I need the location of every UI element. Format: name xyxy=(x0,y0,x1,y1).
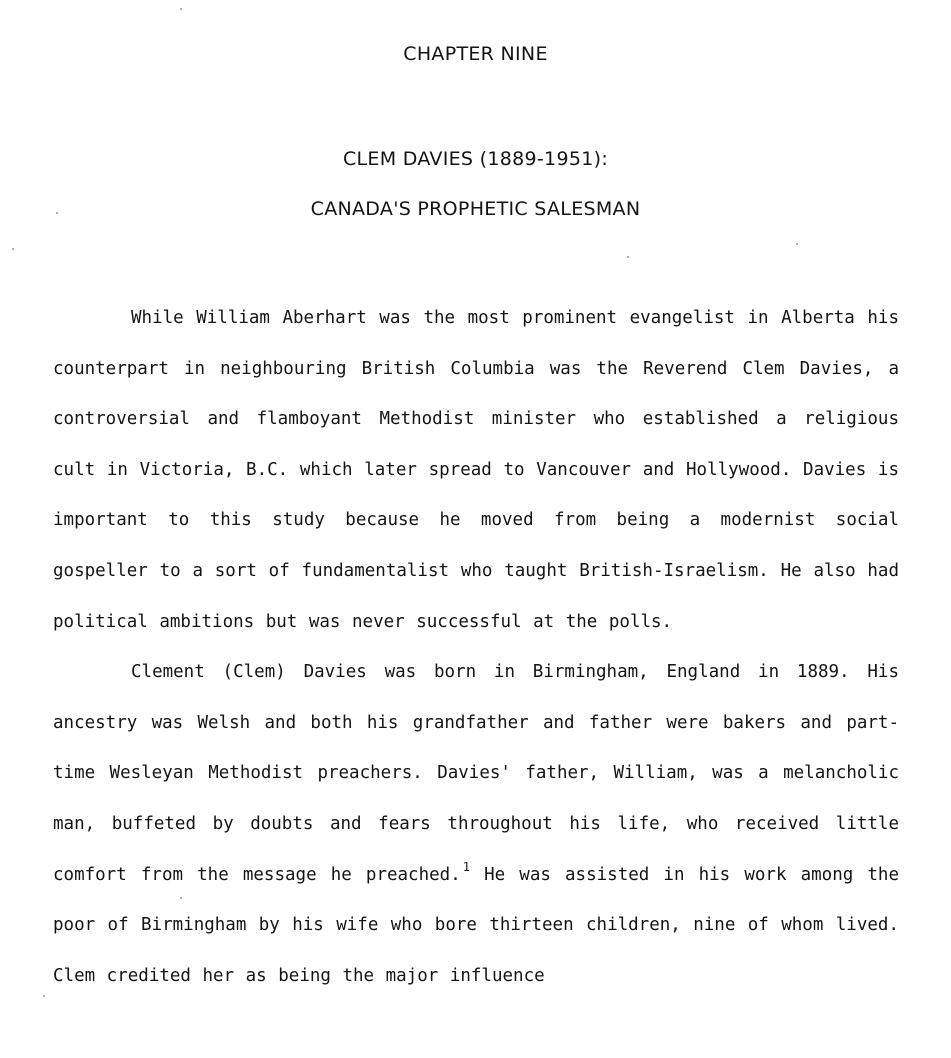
scan-speck xyxy=(43,995,45,997)
scan-speck xyxy=(180,897,182,899)
paragraph-2-text-b: He was assisted in his work among the poor of Birmingham by his wife who bore thirteen children, nine of whom lived. Clem credited her as being the major influence xyxy=(53,864,900,986)
chapter-title-line-2: CANADA'S PROPHETIC SALESMAN xyxy=(310,198,641,220)
scan-speck xyxy=(627,256,629,258)
paragraph-1: While William Aberhart was the most prominent evangelist in Alberta his counterpart in neighbouring British Columbia was the Reverend Clem Davies, a controversial and flamboyant Methodist minister who established a religious cult in Victoria, B.C. which later spread to Vancouver and Hollywood. Davies is important to this study because he moved from being a modernist social gospeller to a sort of fundamentalist who taught British-Israelism. He also had political ambitions but was never successful at the polls. xyxy=(53,308,899,632)
paragraph-2 xyxy=(53,647,899,1001)
scan-speck xyxy=(12,248,14,250)
paragraph-2-text-a: Clement (Clem) Davies was born in Birmingham, England in 1889. His ancestry was Welsh and both his grandfather and father were bakers and part-time Wesleyan Methodist preachers. Davies' father, William, was a melancholic man, buffeted by doubts and fears throughout his life, who received little comfort from the message he preached. xyxy=(53,662,899,885)
scan-speck xyxy=(180,8,182,10)
footnote-marker: 1 xyxy=(462,859,470,874)
chapter-heading: CHAPTER NINE xyxy=(403,43,548,65)
scan-speck xyxy=(56,212,58,214)
body-text xyxy=(53,293,899,1001)
scan-speck xyxy=(796,243,798,245)
chapter-title-line-1: CLEM DAVIES (1889-1951): xyxy=(342,148,609,170)
